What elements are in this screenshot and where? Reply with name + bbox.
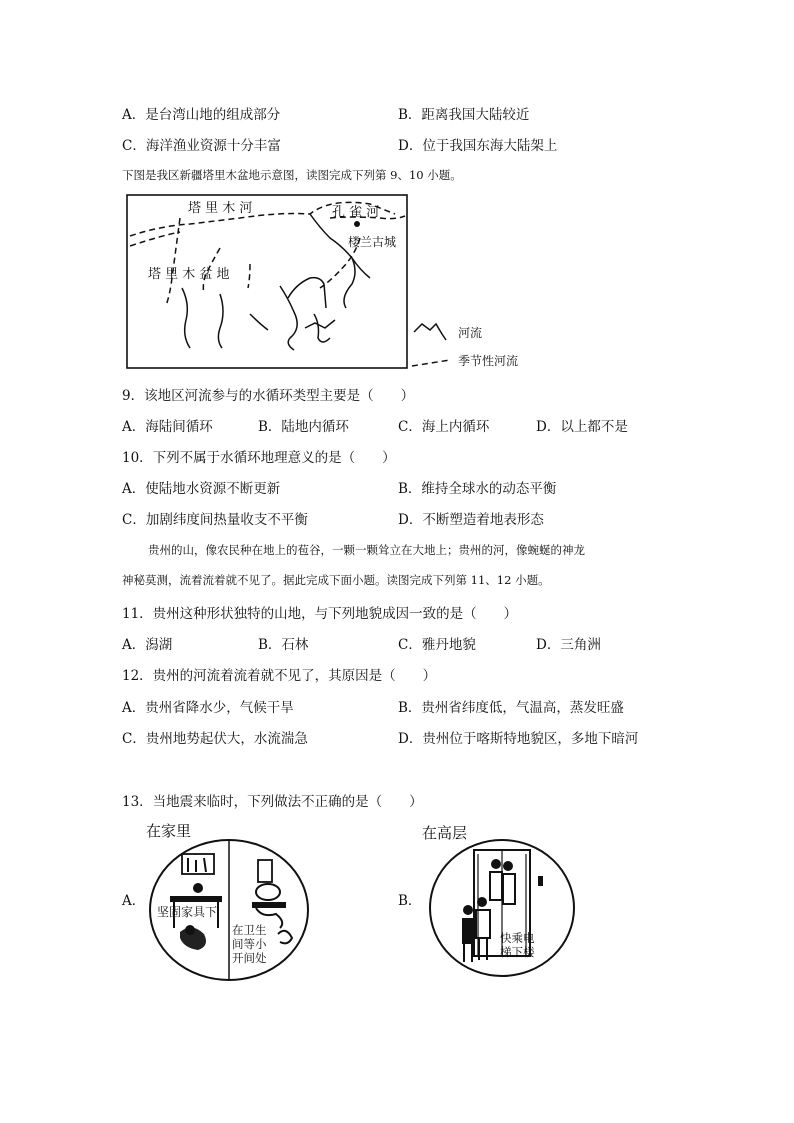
home-title: 在家里 [146,822,192,840]
passage-line-1: 贵州的山，像农民种在地上的苞谷，一颗一颗耸立在大地上；贵州的河，像蜿蜒的神龙 [148,543,585,557]
q13-stem: 13．当地震来临时，下列做法不正确的是（ ） [122,794,423,810]
q11-option-b: B．石林 [258,637,309,653]
q11-stem: 11．贵州这种形状独特的山地，与下列地貌成因一致的是（ ） [122,606,518,622]
q10-option-a: A．使陆地水资源不断更新 [122,481,281,497]
q8-option-c: C．海洋渔业资源十分丰富 [122,138,281,154]
legend-river: 河流 [458,326,483,340]
home-left-caption: 坚固家具下 [157,905,218,919]
earthquake-home-illustration [140,818,320,982]
q11-option-d: D．三角洲 [536,637,601,653]
q9-option-c: C．海上内循环 [398,419,490,435]
q12-option-b: B．贵州省纬度低，气温高，蒸发旺盛 [398,700,624,716]
q13-option-b-label: B． [398,893,422,909]
label-kongque-river: 孔 雀 河 [332,205,380,220]
label-tarim-river: 塔 里 木 河 [188,201,253,216]
q9-option-b: B．陆地内循环 [258,419,349,435]
q10-option-d: D．不断塑造着地表形态 [398,512,544,528]
q12-option-d: D．贵州位于喀斯特地貌区，多地下暗河 [398,731,639,747]
home-right-caption-1: 在卫生 [232,923,267,937]
q8-option-a: A．是台湾山地的组成部分 [122,107,281,123]
q9-stem: 9．该地区河流参与的水循环类型主要是（ ） [122,388,415,404]
q8-option-d: D．位于我国东海大陆架上 [398,138,558,154]
home-right-caption-3: 开间处 [232,951,267,965]
highrise-caption-1: 快乘电 [500,931,535,945]
earthquake-highrise-illustration [416,818,586,982]
label-loulan: 楼兰古城 [348,235,397,249]
highrise-caption-2: 梯下楼 [500,945,535,959]
label-tarim-basin: 塔 里 木 盆 地 [148,267,230,282]
q12-option-c: C．贵州地势起伏大，水流湍急 [122,731,308,747]
q10-stem: 10．下列不属于水循环地理意义的是（ ） [122,450,396,466]
legend-seasonal-river: 季节性河流 [458,354,519,368]
q9-option-a: A．海陆间循环 [122,419,213,435]
tarim-basin-map [120,188,540,374]
q8-option-b: B．距离我国大陆较近 [398,107,530,123]
q9-option-d: D．以上都不是 [536,419,628,435]
q13-option-a-label: A． [122,893,146,909]
highrise-title: 在高层 [422,824,468,842]
home-right-caption-2: 间等小 [232,937,267,951]
q10-option-b: B．维持全球水的动态平衡 [398,481,557,497]
q11-option-c: C．雅丹地貌 [398,637,476,653]
intro-9-10: 下图是我区新疆塔里木盆地示意图，读图完成下列第 9、10 小题。 [122,168,462,182]
q12-stem: 12．贵州的河流着流着就不见了，其原因是（ ） [122,668,437,684]
q11-option-a: A．潟湖 [122,637,173,653]
passage-line-2: 神秘莫测，流着流着就不见了。据此完成下面小题。读图完成下列第 11、12 小题。 [122,573,550,587]
q10-option-c: C．加剧纬度间热量收支不平衡 [122,512,308,528]
q12-option-a: A．贵州省降水少，气候干旱 [122,700,294,716]
